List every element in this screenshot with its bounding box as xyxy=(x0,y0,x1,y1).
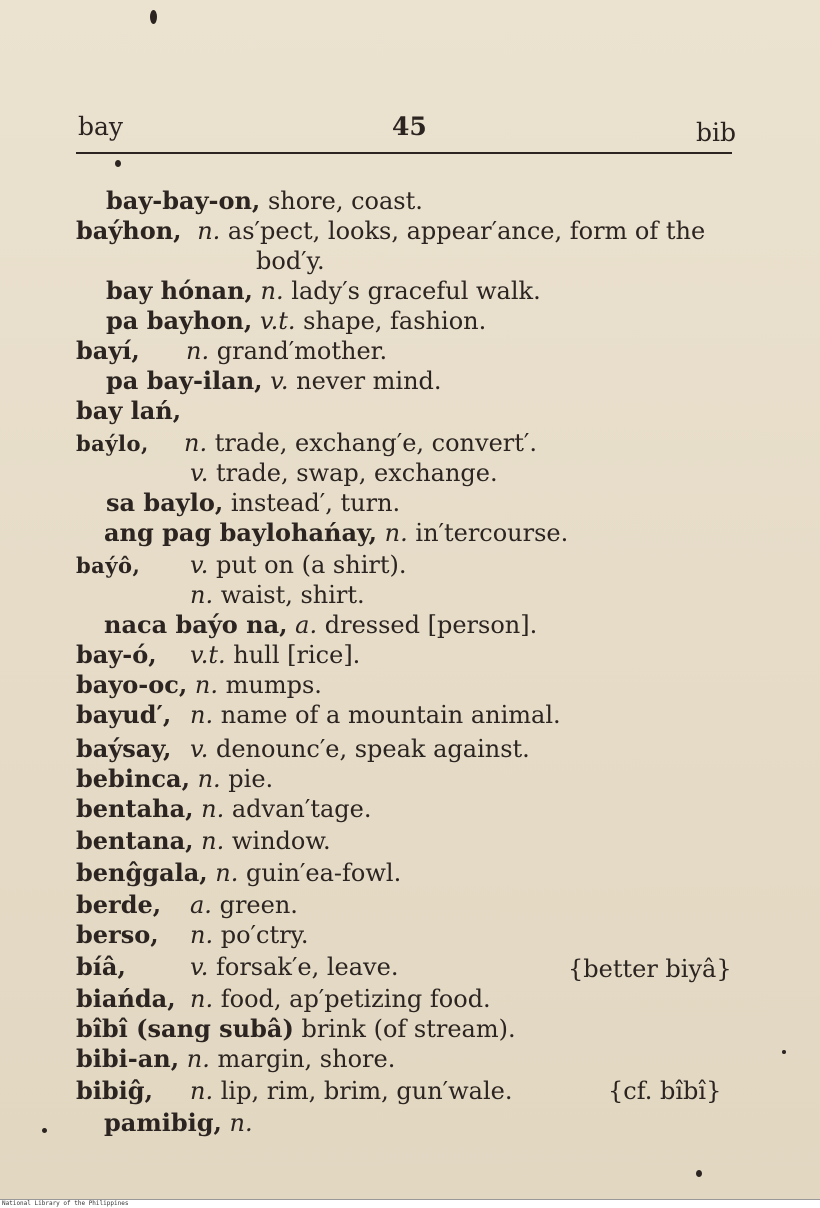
definition: po′ctry. xyxy=(220,921,309,949)
definition: bod′y. xyxy=(256,247,325,275)
headword: bayí, xyxy=(76,336,140,365)
entry-line xyxy=(190,458,498,488)
part-of-speech: n. xyxy=(190,1077,214,1105)
definition: pie. xyxy=(228,765,274,793)
headword: berso, xyxy=(76,920,159,949)
part-of-speech: n. xyxy=(201,827,225,855)
entry-line xyxy=(106,366,442,396)
definition: margin, shore. xyxy=(217,1045,396,1073)
definition: lip, rim, brim, gun′wale. xyxy=(220,1077,513,1105)
headword: bay hónan, xyxy=(106,276,253,305)
headword: bíâ, xyxy=(76,952,126,981)
entry-line xyxy=(76,428,537,459)
headword: biańda, xyxy=(76,984,176,1013)
library-credit: National Library of the Philippines xyxy=(2,1200,129,1207)
part-of-speech: n. xyxy=(190,985,214,1013)
definition: hull [rice]. xyxy=(233,641,361,669)
headword: bentana, xyxy=(76,826,194,855)
headword: pamibig, xyxy=(104,1108,222,1137)
part-of-speech: n. xyxy=(186,1045,210,1073)
definition: trade, swap, exchange. xyxy=(215,459,498,487)
headword: baýhon, xyxy=(76,216,182,245)
page-number: 45 xyxy=(392,112,427,141)
part-of-speech: n. xyxy=(197,765,221,793)
part-of-speech: n. xyxy=(186,337,210,365)
entry-line xyxy=(76,670,322,700)
headword: pa bayhon, xyxy=(106,306,253,335)
ink-dot xyxy=(42,1128,47,1133)
ink-dot xyxy=(696,1170,702,1177)
definition: brink (of stream). xyxy=(301,1015,516,1043)
entry-line xyxy=(106,276,541,306)
side-note-bia: {better biyâ} xyxy=(568,955,732,983)
definition: lady′s graceful walk. xyxy=(291,277,541,305)
definition: food, ap′petizing food. xyxy=(220,985,491,1013)
definition: in′tercourse. xyxy=(415,519,569,547)
entry-line xyxy=(76,890,298,920)
headword: sa baylo, xyxy=(106,488,224,517)
side-note-bibig: {cf. bîbî} xyxy=(608,1077,722,1105)
definition: grand′mother. xyxy=(216,337,388,365)
part-of-speech: v.t. xyxy=(259,307,296,335)
definition: advan′tage. xyxy=(231,795,372,823)
ink-dot xyxy=(782,1050,786,1054)
entry-line xyxy=(76,640,360,670)
part-of-speech: v. xyxy=(190,459,209,487)
definition: name of a mountain animal. xyxy=(220,701,561,729)
headword: benĝgala, xyxy=(76,858,208,887)
definition: guin′ea-fowl. xyxy=(246,859,402,887)
headword: ang pag baylohańay, xyxy=(104,518,378,547)
part-of-speech: n. xyxy=(201,795,225,823)
entry-line xyxy=(256,246,325,276)
headword: bay lań, xyxy=(76,396,182,425)
part-of-speech: n. xyxy=(190,701,214,729)
headword: bentaha, xyxy=(76,794,194,823)
part-of-speech: a. xyxy=(190,891,212,919)
entry-line xyxy=(76,920,309,950)
entry-line xyxy=(106,186,423,216)
definition: green. xyxy=(219,891,298,919)
part-of-speech: v. xyxy=(190,953,209,981)
part-of-speech: v. xyxy=(190,735,209,763)
running-head-right: bib xyxy=(696,118,737,147)
definition: never mind. xyxy=(296,367,442,395)
part-of-speech: v. xyxy=(270,367,289,395)
entry-line xyxy=(76,858,401,888)
headword: pa bay-ilan, xyxy=(106,366,263,395)
definition: trade, exchang′e, convert′. xyxy=(214,429,537,457)
entry-line xyxy=(106,488,400,518)
part-of-speech: n. xyxy=(197,217,221,245)
entry-line xyxy=(76,734,530,764)
entry-line xyxy=(76,336,387,366)
part-of-speech: n. xyxy=(184,429,208,457)
headword: bay-bay-on, xyxy=(106,186,261,215)
part-of-speech: n. xyxy=(190,921,214,949)
part-of-speech: a. xyxy=(295,611,318,639)
headword: bibi-an, xyxy=(76,1044,180,1073)
part-of-speech: v. xyxy=(190,551,209,579)
entry-line xyxy=(76,794,371,824)
running-head-left: bay xyxy=(78,112,124,141)
headword: bayud′, xyxy=(76,700,172,729)
headword: baýô, xyxy=(76,553,141,578)
part-of-speech: n. xyxy=(229,1109,253,1137)
entry-line xyxy=(190,580,365,610)
entry-line xyxy=(76,550,406,581)
scan-footer xyxy=(0,1200,820,1208)
part-of-speech: n. xyxy=(384,519,408,547)
definition: shape, fashion. xyxy=(303,307,487,335)
definition: waist, shirt. xyxy=(220,581,365,609)
headword: baýsay, xyxy=(76,734,172,763)
headword: naca baýo na, xyxy=(104,610,288,639)
definition: dressed [person]. xyxy=(324,611,538,639)
headword: berde, xyxy=(76,890,162,919)
entry-line xyxy=(76,826,331,856)
part-of-speech: v.t. xyxy=(190,641,226,669)
entry-line xyxy=(76,1014,516,1044)
part-of-speech: n. xyxy=(194,671,218,699)
headword: bebinca, xyxy=(76,764,190,793)
entry-line xyxy=(76,700,561,730)
entry-line xyxy=(76,952,398,982)
entry-line xyxy=(104,610,537,640)
entry-line xyxy=(76,764,273,794)
entry-line xyxy=(106,306,486,336)
definition: put on (a shirt). xyxy=(215,551,407,579)
part-of-speech: n. xyxy=(215,859,239,887)
definition: denounc′e, speak against. xyxy=(215,735,530,763)
entry-line xyxy=(76,1076,512,1106)
definition: as′pect, looks, appear′ance, form of the xyxy=(227,217,706,245)
headword: bibiĝ, xyxy=(76,1076,153,1105)
headword: bay-ó, xyxy=(76,640,157,669)
header-rule xyxy=(76,152,732,154)
headword: baýlo, xyxy=(76,431,149,456)
headword: bayo-oc, xyxy=(76,670,188,699)
headword: bîbî (sang subâ) xyxy=(76,1014,294,1043)
ink-spot xyxy=(150,10,157,24)
definition: shore, coast. xyxy=(267,187,423,215)
entry-line xyxy=(76,216,705,246)
ink-dot xyxy=(115,160,121,167)
entry-line xyxy=(76,396,181,426)
part-of-speech: n. xyxy=(190,581,214,609)
part-of-speech: n. xyxy=(260,277,284,305)
entry-line xyxy=(76,1044,395,1074)
definition: forsak′e, leave. xyxy=(215,953,399,981)
definition: window. xyxy=(231,827,331,855)
definition: instead′, turn. xyxy=(230,489,401,517)
entry-line xyxy=(104,1108,253,1138)
entry-line xyxy=(76,984,491,1014)
definition: mumps. xyxy=(225,671,322,699)
entry-line xyxy=(104,518,568,548)
